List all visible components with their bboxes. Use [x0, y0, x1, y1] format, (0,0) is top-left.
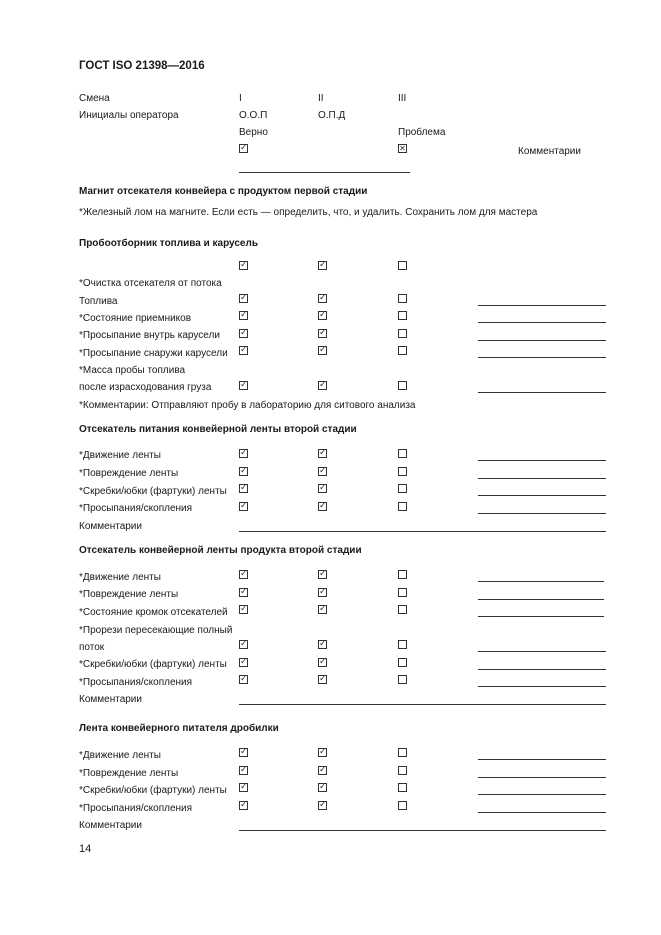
s3-item-1: *Движение ленты: [79, 450, 161, 461]
s4-r2-comment-line[interactable]: [478, 599, 604, 600]
section2-note: *Комментарии: Отправляют пробу в лабораторию для ситового анализа: [79, 400, 416, 411]
s5-comments-label: Комментарии: [79, 820, 142, 831]
s4-item-7: *Просыпания/скопления: [79, 677, 193, 688]
section3-title: Отсекатель питания конвейерной ленты второй стадии: [79, 424, 357, 435]
shift-i: I: [239, 93, 242, 104]
s4-comments-line[interactable]: [239, 704, 606, 705]
s2-r2-cb1[interactable]: [239, 294, 248, 303]
s2-r5-cb3[interactable]: [398, 346, 407, 355]
s3-r2-comment-line[interactable]: [478, 478, 606, 479]
s3-item-2: *Повреждение ленты: [79, 468, 179, 479]
s2-r2-comment-line[interactable]: [478, 305, 606, 306]
shift-iii: III: [398, 93, 407, 104]
s4-r5-cb1[interactable]: [239, 640, 248, 649]
s4-r7-cb2[interactable]: [318, 675, 327, 684]
s3-r1-cb3[interactable]: [398, 449, 407, 458]
s5-comments-line[interactable]: [239, 830, 606, 831]
s4-item-2: *Повреждение ленты: [79, 589, 179, 600]
s3-r4-cb2[interactable]: [318, 502, 327, 511]
s4-r6-cb3[interactable]: [398, 658, 407, 667]
s4-r5-cb3[interactable]: [398, 640, 407, 649]
s4-r5-cb2[interactable]: [318, 640, 327, 649]
s5-r4-cb3[interactable]: [398, 801, 407, 810]
s3-r3-cb2[interactable]: [318, 484, 327, 493]
s2-r7-comment-line[interactable]: [478, 392, 606, 393]
s5-r4-comment-line[interactable]: [478, 812, 606, 813]
section2-title: Пробоотборник топлива и карусель: [79, 238, 258, 249]
s2-r7-cb1[interactable]: [239, 381, 248, 390]
s2-r4-cb2[interactable]: [318, 329, 327, 338]
s3-comments-label: Комментарии: [79, 521, 142, 532]
s3-r1-cb1[interactable]: [239, 449, 248, 458]
document-header: ГОСТ ISO 21398—2016: [79, 60, 205, 72]
section5-title: Лента конвейерного питателя дробилки: [79, 723, 279, 734]
s3-comments-line[interactable]: [239, 531, 606, 532]
s4-item-5: поток: [79, 642, 105, 653]
page-number: 14: [79, 843, 92, 855]
section1-note: *Железный лом на магните. Если есть — определить, что, и удалить. Сохранить лом для мастера: [79, 207, 538, 218]
s3-r1-cb2[interactable]: [318, 449, 327, 458]
s4-r1-cb2[interactable]: [318, 570, 327, 579]
s5-item-2: *Повреждение ленты: [79, 768, 179, 779]
s4-r3-cb2[interactable]: [318, 605, 327, 614]
s2-item-3: *Состояние приемников: [79, 313, 192, 324]
s5-r1-cb3[interactable]: [398, 748, 407, 757]
section4-title: Отсекатель конвейерной ленты продукта второй стадии: [79, 545, 362, 556]
s4-r1-cb3[interactable]: [398, 570, 407, 579]
legend-problem: Проблема: [398, 127, 446, 138]
s3-r3-cb3[interactable]: [398, 484, 407, 493]
s5-r4-cb2[interactable]: [318, 801, 327, 810]
s5-r1-cb1[interactable]: [239, 748, 248, 757]
s5-r2-cb1[interactable]: [239, 766, 248, 775]
s4-r1-comment-line[interactable]: [478, 581, 604, 582]
s4-r6-comment-line[interactable]: [478, 669, 606, 670]
s2-r3-cb1[interactable]: [239, 311, 248, 320]
s3-r2-cb2[interactable]: [318, 467, 327, 476]
s4-r7-cb3[interactable]: [398, 675, 407, 684]
s5-r3-cb3[interactable]: [398, 783, 407, 792]
s3-r1-comment-line[interactable]: [478, 460, 606, 461]
legend-correct: Верно: [239, 127, 268, 138]
legend-problem-checkbox[interactable]: [398, 144, 407, 153]
s5-item-1: *Движение ленты: [79, 750, 161, 761]
s5-item-4: *Просыпания/скопления: [79, 803, 193, 814]
shift-ii: II: [318, 93, 324, 104]
s2-item-2: Топлива: [79, 296, 118, 307]
s4-r3-comment-line[interactable]: [478, 616, 604, 617]
s4-r2-cb2[interactable]: [318, 588, 327, 597]
s2-item-1: *Очистка отсекателя от потока: [79, 278, 222, 289]
initials-1: О.О.П: [239, 110, 268, 121]
s2-r4-cb1[interactable]: [239, 329, 248, 338]
section2-header-checkbox-1[interactable]: [239, 261, 248, 270]
s2-r2-cb3[interactable]: [398, 294, 407, 303]
s4-item-3: *Состояние кромок отсекателей: [79, 607, 228, 618]
s2-r2-cb2[interactable]: [318, 294, 327, 303]
initials-2: О.П.Д: [318, 110, 346, 121]
s5-r2-cb3[interactable]: [398, 766, 407, 775]
s2-item-7: после израсходования груза: [79, 382, 212, 393]
s5-r3-comment-line[interactable]: [478, 794, 606, 795]
legend-divider: [239, 172, 410, 173]
s2-r7-cb3[interactable]: [398, 381, 407, 390]
shift-label: Смена: [79, 93, 110, 104]
s3-r2-cb1[interactable]: [239, 467, 248, 476]
s4-item-4: *Прорези пересекающие полный: [79, 625, 233, 636]
s5-r4-cb1[interactable]: [239, 801, 248, 810]
s4-r7-cb1[interactable]: [239, 675, 248, 684]
s3-r2-cb3[interactable]: [398, 467, 407, 476]
s5-r3-cb1[interactable]: [239, 783, 248, 792]
s3-r3-cb1[interactable]: [239, 484, 248, 493]
s4-r2-cb3[interactable]: [398, 588, 407, 597]
section2-header-checkbox-2[interactable]: [318, 261, 327, 270]
s4-r5-comment-line[interactable]: [478, 651, 606, 652]
s4-r3-cb3[interactable]: [398, 605, 407, 614]
s4-r7-comment-line[interactable]: [478, 686, 606, 687]
s5-r3-cb2[interactable]: [318, 783, 327, 792]
section2-header-checkbox-3[interactable]: [398, 261, 407, 270]
s4-r6-cb2[interactable]: [318, 658, 327, 667]
s4-r6-cb1[interactable]: [239, 658, 248, 667]
s4-comments-label: Комментарии: [79, 694, 142, 705]
s2-r5-cb1[interactable]: [239, 346, 248, 355]
legend-correct-checkbox[interactable]: [239, 144, 248, 153]
s4-item-1: *Движение ленты: [79, 572, 161, 583]
s4-r3-cb1[interactable]: [239, 605, 248, 614]
s5-item-3: *Скребки/юбки (фартуки) ленты: [79, 785, 227, 796]
s5-r1-comment-line[interactable]: [478, 759, 606, 760]
s2-r7-cb2[interactable]: [318, 381, 327, 390]
s4-r1-cb1[interactable]: [239, 570, 248, 579]
s4-r2-cb1[interactable]: [239, 588, 248, 597]
s3-item-3: *Скребки/юбки (фартуки) ленты: [79, 486, 227, 497]
legend-comments: Комментарии: [518, 146, 581, 157]
s4-item-6: *Скребки/юбки (фартуки) ленты: [79, 659, 227, 670]
section1-title: Магнит отсекателя конвейера с продуктом первой стадии: [79, 186, 368, 197]
s3-r4-cb3[interactable]: [398, 502, 407, 511]
s3-r4-comment-line[interactable]: [478, 513, 606, 514]
s2-r4-cb3[interactable]: [398, 329, 407, 338]
s2-r3-cb3[interactable]: [398, 311, 407, 320]
s2-r5-comment-line[interactable]: [478, 357, 606, 358]
s2-r3-cb2[interactable]: [318, 311, 327, 320]
s3-r4-cb1[interactable]: [239, 502, 248, 511]
s5-r1-cb2[interactable]: [318, 748, 327, 757]
s3-item-4: *Просыпания/скопления: [79, 503, 193, 514]
s2-r5-cb2[interactable]: [318, 346, 327, 355]
s2-item-4: *Просыпание внутрь карусели: [79, 330, 220, 341]
s2-r4-comment-line[interactable]: [478, 340, 606, 341]
s3-r3-comment-line[interactable]: [478, 495, 606, 496]
s2-item-5: *Просыпание снаружи карусели: [79, 348, 228, 359]
s5-r2-cb2[interactable]: [318, 766, 327, 775]
s2-item-6: *Масса пробы топлива: [79, 365, 186, 376]
s2-r3-comment-line[interactable]: [478, 322, 606, 323]
initials-label: Инициалы оператора: [79, 110, 179, 121]
s5-r2-comment-line[interactable]: [478, 777, 606, 778]
